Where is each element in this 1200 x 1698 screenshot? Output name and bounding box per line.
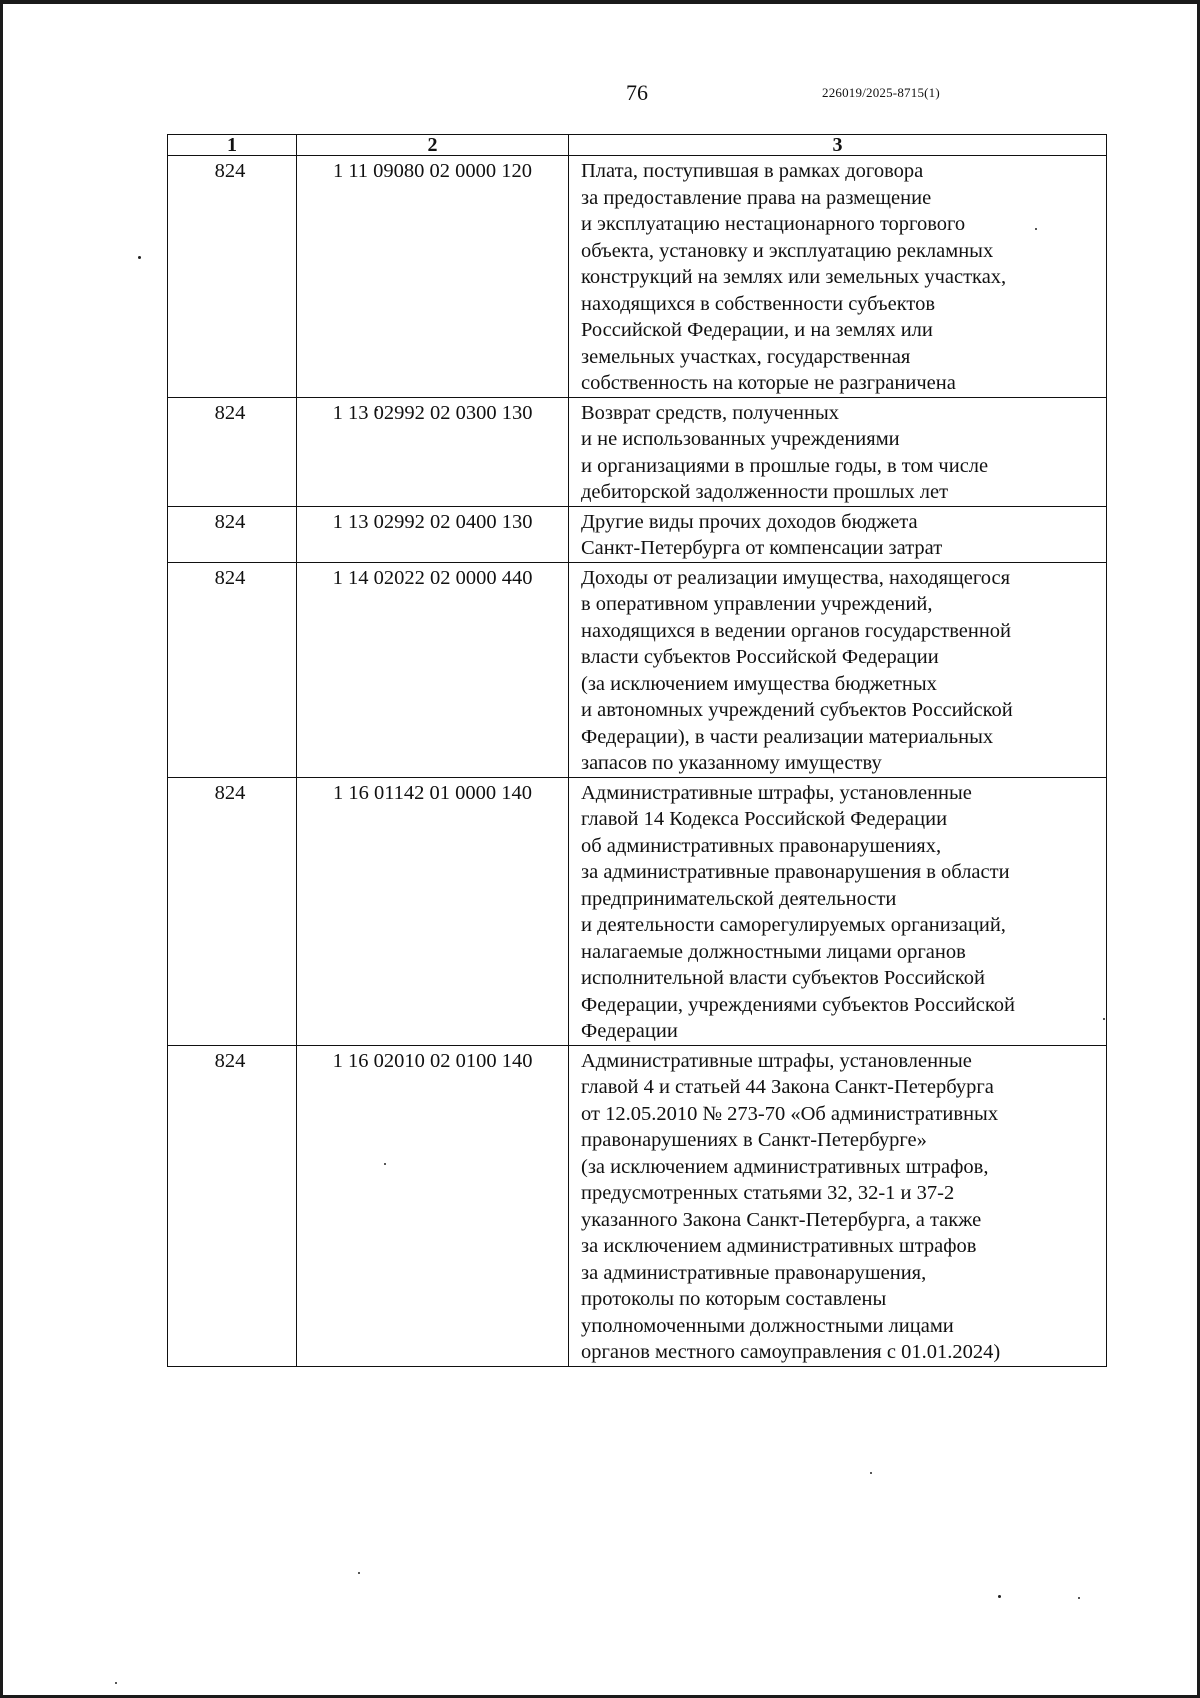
description-line: запасов по указанному имуществу xyxy=(581,752,882,774)
description-line: конструкций на землях или земельных участках, xyxy=(581,266,1007,288)
description-line: и не использованных учреждениями xyxy=(581,428,900,450)
description-line: Российской Федерации, и на землях или xyxy=(581,319,933,341)
scan-edge-top xyxy=(0,0,1200,4)
scan-speck xyxy=(358,1572,360,1574)
admin-code-cell: 824 xyxy=(168,1045,297,1366)
table-body xyxy=(168,156,1107,1367)
description-line: Возврат средств, полученных xyxy=(581,401,840,424)
description-line: (за исключением имущества бюджетных xyxy=(581,672,937,695)
admin-code-cell: 824 xyxy=(168,777,297,1045)
description-line: за административные правонарушения в области xyxy=(581,861,1010,883)
table-row xyxy=(168,506,1107,562)
description-line: и эксплуатацию нестационарного торгового xyxy=(581,213,966,235)
table-row xyxy=(168,156,1107,398)
description-line: предпринимательской деятельности xyxy=(581,887,897,910)
income-code-cell: 1 16 02010 02 0100 140 xyxy=(297,1045,569,1366)
description-line: указанного Закона Санкт-Петербурга, а также xyxy=(581,1208,982,1231)
description-line: в оперативном управлении учреждений, xyxy=(581,593,933,615)
description-line: исполнительной власти субъектов Российской xyxy=(581,967,985,989)
description-line: за административные правонарушения, xyxy=(581,1261,927,1284)
description-line: главой 14 Кодекса Российской Федерации xyxy=(581,808,948,830)
income-code-cell: 1 13 02992 02 0400 130 xyxy=(297,506,569,562)
income-description-cell xyxy=(569,562,1107,777)
admin-code-cell: 824 xyxy=(168,506,297,562)
income-description-cell xyxy=(569,156,1107,398)
description-line: налагаемые должностными лицами органов xyxy=(581,940,966,963)
scan-speck xyxy=(115,1682,117,1684)
income-code-cell: 1 16 01142 01 0000 140 xyxy=(297,777,569,1045)
description-line: и деятельности саморегулируемых организаций, xyxy=(581,914,1006,936)
description-line: находящихся в собственности субъектов xyxy=(581,292,936,315)
table-header-row xyxy=(168,135,1107,156)
description-line: земельных участках, государственная xyxy=(581,345,911,368)
income-codes-table xyxy=(167,134,1107,1367)
income-description-cell xyxy=(569,777,1107,1045)
description-line: об административных правонарушениях, xyxy=(581,834,942,857)
description-line: органов местного самоуправления с 01.01.2024) xyxy=(581,1341,1001,1363)
description-line: Другие виды прочих доходов бюджета xyxy=(581,510,918,533)
table-row xyxy=(168,562,1107,777)
description-line: от 12.05.2010 № 273-70 «Об административных xyxy=(581,1102,999,1125)
description-line: Плата, поступившая в рамках договора xyxy=(581,160,924,182)
description-line: за исключением административных штрафов xyxy=(581,1235,977,1257)
column-header-1: 1 xyxy=(168,135,297,156)
description-line: власти субъектов Российской Федерации xyxy=(581,646,939,668)
scan-speck xyxy=(138,256,141,259)
income-description-cell xyxy=(569,506,1107,562)
description-line: Административные штрафы, установленные xyxy=(581,1049,972,1072)
description-line: за предоставление права на размещение xyxy=(581,186,932,209)
description-line: Федерации), в части реализации материальных xyxy=(581,725,994,748)
description-line: собственность на которые не разграничена xyxy=(581,372,956,394)
description-line: (за исключением административных штрафов, xyxy=(581,1155,989,1178)
income-code-cell: 1 13 02992 02 0300 130 xyxy=(297,397,569,506)
description-line: находящихся в ведении органов государственной xyxy=(581,619,1012,642)
description-line: и организациями в прошлые годы, в том числе xyxy=(581,454,989,477)
description-line: Федерации, учреждениями субъектов Российской xyxy=(581,993,1015,1016)
admin-code-cell: 824 xyxy=(168,562,297,777)
scan-speck xyxy=(998,1595,1001,1598)
description-line: правонарушениях в Санкт-Петербурге» xyxy=(581,1129,927,1151)
description-line: дебиторской задолженности прошлых лет xyxy=(581,481,949,503)
description-line: объекта, установку и эксплуатацию рекламных xyxy=(581,239,994,262)
income-code-cell: 1 11 09080 02 0000 120 xyxy=(297,156,569,398)
description-line: уполномоченными должностными лицами xyxy=(581,1314,954,1337)
admin-code-cell: 824 xyxy=(168,156,297,398)
description-line: Доходы от реализации имущества, находящегося xyxy=(581,566,1011,589)
description-line: Федерации xyxy=(581,1020,678,1042)
description-line: протоколы по которым составлены xyxy=(581,1288,887,1310)
column-header-2: 2 xyxy=(297,135,569,156)
admin-code-cell: 824 xyxy=(168,397,297,506)
income-description-cell xyxy=(569,1045,1107,1366)
scan-speck xyxy=(870,1472,872,1474)
income-description-cell xyxy=(569,397,1107,506)
table-row xyxy=(168,777,1107,1045)
table-row xyxy=(168,397,1107,506)
description-line: предусмотренных статьями 32, 32-1 и 37-2 xyxy=(581,1182,955,1204)
description-line: Административные штрафы, установленные xyxy=(581,781,972,804)
page-number: 76 xyxy=(626,80,648,105)
description-line: Санкт-Петербурга от компенсации затрат xyxy=(581,537,943,559)
description-line: главой 4 и статьей 44 Закона Санкт-Петербурга xyxy=(581,1076,994,1098)
document-id: 226019/2025-8715(1) xyxy=(822,85,940,100)
scan-edge-left xyxy=(0,0,3,1698)
table-row xyxy=(168,1045,1107,1366)
column-header-3: 3 xyxy=(569,135,1107,156)
scan-speck xyxy=(1078,1597,1080,1599)
description-line: и автономных учреждений субъектов Российской xyxy=(581,699,1013,721)
income-code-cell: 1 14 02022 02 0000 440 xyxy=(297,562,569,777)
